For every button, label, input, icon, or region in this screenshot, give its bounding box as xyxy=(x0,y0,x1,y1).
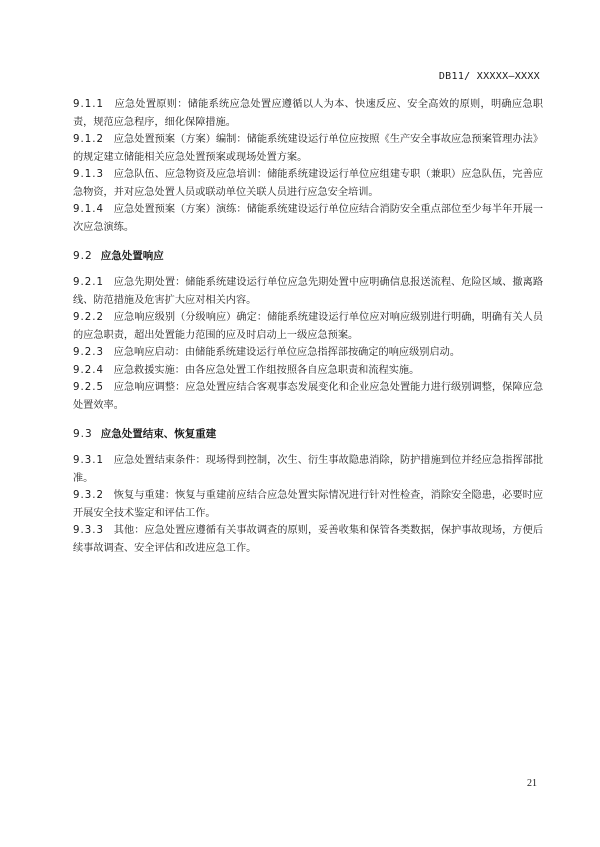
clause-number: 9.2.5 xyxy=(73,382,104,393)
clause-9-1-1 xyxy=(73,96,543,131)
clause-number: 9.3.2 xyxy=(73,490,104,501)
clause-text: 应急队伍、应急物资及应急培训：储能系统建设运行单位应组建专职（兼职）应急队伍，完善应急物资，并对应急处置人员或联动单位关联人员进行应急安全培训。 xyxy=(73,169,544,198)
document-body xyxy=(73,96,543,557)
section-title: 应急处置结束、恢复重建 xyxy=(100,428,217,440)
section-number: 9.2 xyxy=(73,250,93,262)
clause-number: 9.2.4 xyxy=(73,364,104,376)
clause-9-1-3 xyxy=(73,166,543,201)
clause-number: 9.1.1 xyxy=(73,99,104,110)
clause-number: 9.2.1 xyxy=(73,277,104,288)
clause-number: 9.1.2 xyxy=(73,134,104,145)
section-9-3-items xyxy=(73,452,543,557)
clause-text: 恢复与重建：恢复与重建前应结合应急处置实际情况进行针对性检查，消除安全隐患，必要时应开展安全技术鉴定和评估工作。 xyxy=(73,490,544,519)
clause-text: 其他：应急处置应遵循有关事故调查的原则，妥善收集和保管各类数据，保护事故现场，方便后续事故调查、安全评估和改进应急工作。 xyxy=(73,525,544,554)
clause-9-2-1 xyxy=(73,274,543,309)
clause-number: 9.1.3 xyxy=(73,169,104,180)
clause-9-2-5 xyxy=(73,379,543,414)
clause-text: 应急响应启动：由储能系统建设运行单位应急指挥部按确定的响应级别启动。 xyxy=(113,347,461,358)
clause-number: 9.1.4 xyxy=(73,204,104,215)
section-title: 应急处置响应 xyxy=(100,250,164,262)
section-heading-9-3 xyxy=(73,426,543,443)
clause-text: 应急先期处置：储能系统建设运行单位应急先期处置中应明确信息报送流程、危险区域、撤离路线、防范措施及危害扩大应对相关内容。 xyxy=(73,277,544,306)
clause-number: 9.3.1 xyxy=(73,455,104,466)
clause-9-3-1 xyxy=(73,452,543,487)
section-number: 9.3 xyxy=(73,428,93,440)
clause-text: 应急救援实施：由各应急处置工作组按照各自应急职责和流程实施。 xyxy=(113,364,420,376)
clause-9-2-3 xyxy=(73,344,543,362)
clause-text: 应急处置原则：储能系统应急处置应遵循以人为本、快速反应、安全高效的原则，明确应急职责，规范应急程序，细化保障措施。 xyxy=(73,99,543,128)
clause-number: 9.2.2 xyxy=(73,312,104,323)
clause-9-1-2 xyxy=(73,131,543,166)
clause-text: 应急响应调整：应急处置应结合客观事态发展变化和企业应急处置能力进行级别调整，保障应急处置效率。 xyxy=(73,382,544,411)
clause-text: 应急处置预案（方案）编制：储能系统建设运行单位应按照《生产安全事故应急预案管理办法》的规定建立储能相关应急处置预案或现场处置方案。 xyxy=(73,134,544,163)
section-9-2-items xyxy=(73,274,543,414)
clause-text: 应急响应级别（分级响应）确定：储能系统建设运行单位应对响应级别进行明确，明确有关人员的应急职责，超出处置能力范围的应及时启动上一级应急预案。 xyxy=(73,312,544,341)
clause-9-2-2 xyxy=(73,309,543,344)
clause-number: 9.2.3 xyxy=(73,347,104,358)
clause-number: 9.3.3 xyxy=(73,525,104,536)
page-number: 21 xyxy=(527,778,537,789)
clause-9-3-2 xyxy=(73,487,543,522)
clause-9-1-4 xyxy=(73,201,543,236)
clause-text: 应急处置结束条件：现场得到控制，次生、衍生事故隐患消除，防护措施到位并经应急指挥部批准。 xyxy=(73,455,544,484)
clause-9-2-4 xyxy=(73,362,543,380)
section-heading-9-2 xyxy=(73,248,543,265)
clause-9-3-3 xyxy=(73,522,543,557)
document-code: DB11/ XXXXX—XXXX xyxy=(438,71,540,82)
section-9-1-items xyxy=(73,96,543,236)
clause-text: 应急处置预案（方案）演练：储能系统建设运行单位应结合消防安全重点部位至少每半年开展一次应急演练。 xyxy=(73,204,544,233)
